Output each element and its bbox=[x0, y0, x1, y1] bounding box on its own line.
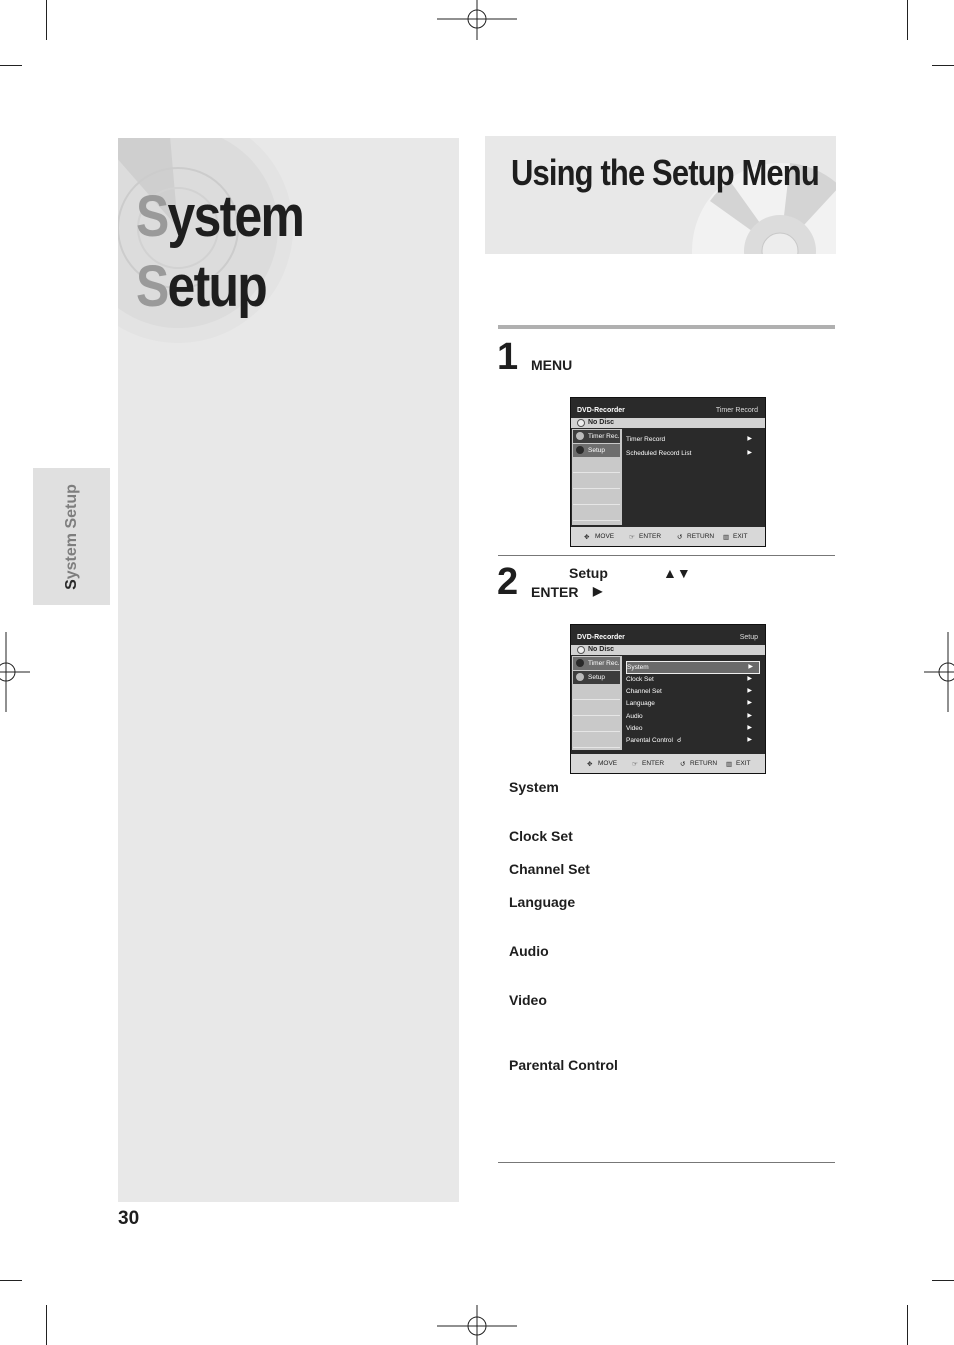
side-item-label: Timer Rec. bbox=[588, 660, 620, 667]
side-tab-label bbox=[63, 484, 81, 590]
gear-icon bbox=[576, 673, 584, 681]
arrow-right-icon: ▶ bbox=[747, 737, 752, 743]
registration-mark-bottom bbox=[437, 1305, 517, 1345]
return-icon: ↺ bbox=[680, 761, 686, 768]
osd-sidebar bbox=[572, 656, 622, 750]
chapter-title-text: ystem bbox=[167, 184, 304, 249]
registration-mark-left bbox=[0, 632, 30, 712]
osd-menu-item-selected[interactable] bbox=[626, 661, 760, 674]
definition-term: Parental Control bbox=[509, 1057, 618, 1073]
exit-icon: ▥ bbox=[726, 761, 733, 768]
empty-slot bbox=[573, 734, 620, 748]
side-tab-initial: S bbox=[62, 578, 80, 590]
page-title: Using the Setup Menu bbox=[511, 152, 819, 193]
gear-icon bbox=[576, 446, 584, 454]
osd-mode: Setup bbox=[739, 634, 758, 641]
crop-mark bbox=[0, 65, 22, 66]
crop-mark bbox=[46, 1305, 47, 1345]
registration-mark-top bbox=[437, 0, 517, 40]
registration-mark-right bbox=[924, 632, 954, 712]
osd-side-item-setup[interactable] bbox=[573, 671, 620, 684]
menu-item-label: Clock Set bbox=[626, 676, 654, 683]
chapter-title-line1 bbox=[136, 184, 304, 249]
osd-side-item-timer[interactable] bbox=[573, 430, 620, 443]
crop-mark bbox=[46, 0, 47, 40]
arrow-right-icon: ▶ bbox=[747, 713, 752, 719]
footer-return: RETURN bbox=[687, 533, 715, 540]
return-icon: ↺ bbox=[677, 534, 683, 541]
footer-enter: ENTER bbox=[639, 533, 662, 540]
footer-exit: EXIT bbox=[733, 533, 748, 540]
osd-menu-item[interactable] bbox=[626, 723, 758, 734]
divider bbox=[498, 1162, 835, 1163]
side-item-label: Setup bbox=[588, 447, 605, 454]
menu-item-label: Audio bbox=[626, 713, 643, 720]
osd-menu-item[interactable] bbox=[626, 434, 758, 445]
chapter-panel bbox=[118, 138, 459, 1202]
empty-slot bbox=[573, 507, 620, 521]
empty-slot bbox=[573, 491, 620, 505]
arrow-right-icon: ▶ bbox=[747, 676, 752, 682]
page-number: 30 bbox=[118, 1208, 140, 1229]
enter-icon: ☞ bbox=[632, 761, 638, 768]
osd-menu-item[interactable] bbox=[626, 448, 758, 459]
arrow-right-icon: ▶ bbox=[747, 700, 752, 706]
divider bbox=[498, 325, 835, 329]
clock-icon bbox=[576, 659, 584, 667]
footer-enter: ENTER bbox=[642, 760, 665, 767]
empty-slot bbox=[573, 686, 620, 700]
osd-menu-item[interactable] bbox=[626, 735, 758, 746]
chapter-title-initial: S bbox=[136, 254, 168, 319]
definition-term: Audio bbox=[509, 943, 549, 959]
osd-disc-status bbox=[571, 645, 765, 655]
osd-disc-status bbox=[571, 418, 765, 428]
divider bbox=[498, 555, 835, 556]
up-down-arrows-icon: ▲▼ bbox=[663, 565, 691, 581]
definition-term: Video bbox=[509, 992, 547, 1008]
osd-mode: Timer Record bbox=[715, 407, 758, 414]
lock-icon: ☌ bbox=[676, 737, 682, 744]
definition-term: Language bbox=[509, 894, 576, 910]
footer-move: MOVE bbox=[598, 760, 618, 767]
crop-mark bbox=[907, 1305, 908, 1345]
definition-term: System bbox=[509, 779, 559, 795]
definition-term: Clock Set bbox=[509, 828, 573, 844]
arrow-right-icon: ▶ bbox=[747, 688, 752, 694]
right-arrow-icon: ▶ bbox=[593, 584, 603, 598]
osd-menu-item[interactable] bbox=[626, 711, 758, 722]
osd-header bbox=[571, 398, 765, 419]
crop-mark bbox=[0, 1280, 22, 1281]
footer-return: RETURN bbox=[690, 760, 718, 767]
osd-menu-item[interactable] bbox=[626, 674, 758, 685]
setup-label: Setup bbox=[569, 565, 608, 581]
menu-item-label: Timer Record bbox=[626, 436, 666, 443]
crop-mark bbox=[907, 0, 908, 40]
osd-screen-timer-record bbox=[570, 397, 766, 547]
enter-key-label: ENTER bbox=[531, 584, 579, 600]
disc-icon bbox=[577, 646, 585, 654]
clock-icon bbox=[576, 432, 584, 440]
definition-term: Channel Set bbox=[509, 861, 590, 877]
empty-slot bbox=[573, 718, 620, 732]
chapter-title-text: etup bbox=[167, 254, 266, 319]
osd-side-item-setup[interactable] bbox=[573, 444, 620, 457]
empty-slot bbox=[573, 702, 620, 716]
footer-exit: EXIT bbox=[736, 760, 751, 767]
arrow-right-icon: ▶ bbox=[747, 725, 752, 731]
menu-item-label: Channel Set bbox=[626, 688, 662, 695]
arrow-right-icon: ▶ bbox=[747, 450, 752, 456]
osd-title: DVD-Recorder bbox=[577, 407, 625, 414]
osd-menu-item[interactable] bbox=[626, 698, 758, 709]
menu-item-label: Scheduled Record List bbox=[626, 450, 692, 457]
osd-sidebar bbox=[572, 429, 622, 525]
menu-item-label: Language bbox=[626, 700, 655, 707]
chapter-title-initial: S bbox=[136, 184, 168, 249]
osd-menu-item[interactable] bbox=[626, 686, 758, 697]
menu-item-label: System bbox=[627, 664, 649, 671]
disc-status-label: No Disc bbox=[588, 419, 615, 426]
menu-key-label: MENU bbox=[531, 357, 573, 373]
osd-footer bbox=[571, 527, 765, 546]
menu-item-label: Parental Control bbox=[626, 737, 673, 744]
move-icon: ✥ bbox=[584, 534, 590, 541]
osd-header bbox=[571, 625, 765, 646]
empty-slot bbox=[573, 459, 620, 473]
crop-mark bbox=[932, 65, 954, 66]
chapter-title-line2 bbox=[136, 254, 266, 319]
section-header bbox=[485, 136, 836, 254]
step-number: 2 bbox=[497, 561, 519, 603]
footer-move: MOVE bbox=[595, 533, 615, 540]
side-item-label: Timer Rec. bbox=[588, 433, 620, 440]
arrow-right-icon: ▶ bbox=[748, 664, 753, 670]
enter-icon: ☞ bbox=[629, 534, 635, 541]
side-tab-text: ystem Setup bbox=[62, 483, 80, 579]
move-icon: ✥ bbox=[587, 761, 593, 768]
arrow-right-icon: ▶ bbox=[747, 436, 752, 442]
menu-item-label: Video bbox=[626, 725, 643, 732]
crop-mark bbox=[932, 1280, 954, 1281]
step-number: 1 bbox=[497, 336, 519, 378]
chapter-side-tab bbox=[33, 468, 110, 605]
osd-screen-setup bbox=[570, 624, 766, 774]
empty-slot bbox=[573, 475, 620, 489]
disc-icon bbox=[577, 419, 585, 427]
osd-title: DVD-Recorder bbox=[577, 634, 625, 641]
disc-status-label: No Disc bbox=[588, 646, 615, 653]
osd-side-item-timer[interactable] bbox=[573, 657, 620, 670]
osd-footer bbox=[571, 754, 765, 773]
exit-icon: ▥ bbox=[723, 534, 730, 541]
side-item-label: Setup bbox=[588, 674, 605, 681]
